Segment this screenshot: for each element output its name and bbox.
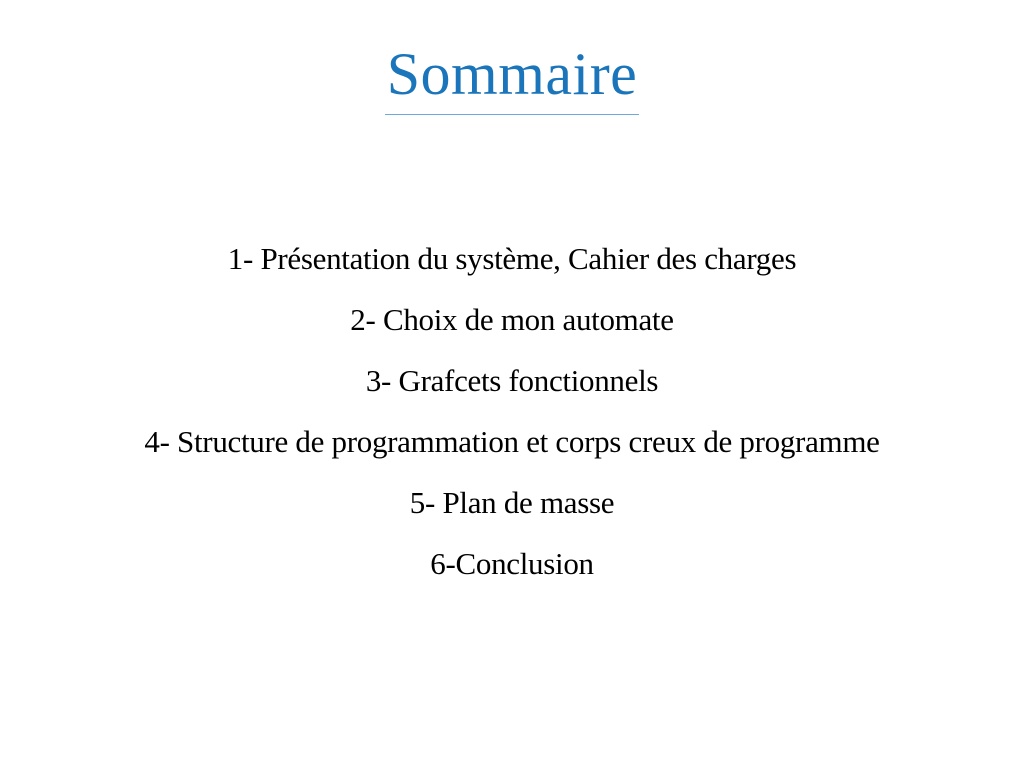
toc-item-6: 6-Conclusion (430, 546, 594, 581)
toc-item-3: 3- Grafcets fonctionnels (365, 363, 659, 398)
table-of-contents (0, 228, 1024, 594)
toc-item-2: 2- Choix de mon automate (350, 302, 674, 337)
toc-item-5: 5- Plan de masse (409, 485, 615, 520)
toc-item-1: 1- Présentation du système, Cahier des charges (227, 241, 797, 276)
slide-title: Sommaire (385, 38, 640, 115)
toc-item-4: 4- Structure de programmation et corps creux de programme (144, 424, 880, 459)
title-container (0, 38, 1024, 115)
